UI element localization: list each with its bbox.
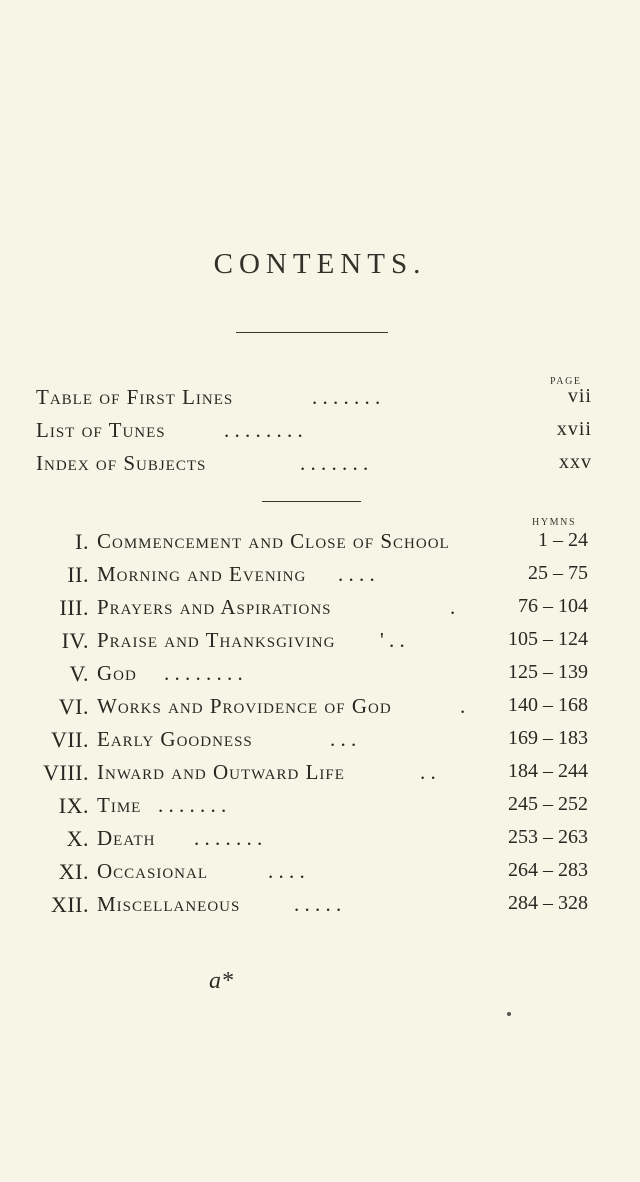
page-column-label: PAGE bbox=[550, 376, 582, 387]
hymn-range: 264 – 283 bbox=[508, 859, 588, 881]
section-label: Commencement and Close of School bbox=[97, 529, 450, 553]
signature-mark: a* bbox=[209, 968, 233, 994]
section-number: IV. bbox=[61, 628, 89, 653]
hymn-range: 169 – 183 bbox=[508, 727, 588, 749]
front-matter-row[interactable] bbox=[36, 451, 592, 481]
title-rule bbox=[236, 332, 388, 333]
section-label: Works and Providence of God bbox=[97, 694, 392, 718]
page-title: CONTENTS. bbox=[213, 248, 427, 280]
section-label: Early Goodness bbox=[97, 727, 253, 751]
dot-leader: . bbox=[460, 694, 466, 718]
section-row[interactable] bbox=[0, 892, 640, 924]
hymn-range: 140 – 168 bbox=[508, 694, 588, 716]
section-number: V. bbox=[69, 661, 89, 686]
section-row[interactable] bbox=[0, 727, 640, 759]
page-number: vii bbox=[567, 385, 592, 407]
hymn-range: 184 – 244 bbox=[508, 760, 588, 782]
dot-leader: . . . . . . . bbox=[312, 385, 381, 409]
section-number: VI. bbox=[58, 694, 89, 719]
hymn-range: 105 – 124 bbox=[508, 628, 588, 650]
dot-leader: . . . . . . . bbox=[194, 826, 263, 850]
hymn-range: 125 – 139 bbox=[508, 661, 588, 683]
section-number: III. bbox=[59, 595, 89, 620]
front-matter-row[interactable] bbox=[36, 418, 592, 448]
section-label: Occasional bbox=[97, 859, 209, 883]
section-row[interactable] bbox=[0, 793, 640, 825]
hymns-column-label: HYMNS bbox=[532, 517, 577, 528]
dot-leader: . . . . bbox=[338, 562, 375, 586]
dot-leader: . . . . . bbox=[294, 892, 342, 916]
dot-leader: . . . . . . . bbox=[158, 793, 227, 817]
hymn-range: 1 – 24 bbox=[538, 529, 588, 551]
hymn-range: 284 – 328 bbox=[508, 892, 588, 914]
dot-leader: . . . . . . . bbox=[300, 451, 369, 475]
hymn-range: 76 – 104 bbox=[518, 595, 588, 617]
section-row[interactable] bbox=[0, 859, 640, 891]
paper-speck bbox=[507, 1012, 511, 1016]
section-row[interactable] bbox=[0, 628, 640, 660]
section-number: II. bbox=[67, 562, 89, 587]
dot-leader: . bbox=[450, 595, 456, 619]
hymn-range: 253 – 263 bbox=[508, 826, 588, 848]
dot-leader: ' . . bbox=[380, 628, 405, 652]
section-label: Praise and Thanksgiving bbox=[97, 628, 336, 652]
section-rule bbox=[262, 501, 361, 502]
front-matter-label: Index of Subjects bbox=[36, 451, 207, 475]
section-row[interactable] bbox=[0, 562, 640, 594]
section-label: Miscellaneous bbox=[97, 892, 241, 916]
dot-leader: . . . . bbox=[268, 859, 305, 883]
page-number: xvii bbox=[556, 418, 592, 440]
section-number: X. bbox=[66, 826, 89, 851]
section-row[interactable] bbox=[0, 694, 640, 726]
section-row[interactable] bbox=[0, 760, 640, 792]
section-label: Time bbox=[97, 793, 142, 817]
dot-leader: . . . . . . . . bbox=[164, 661, 243, 685]
section-row[interactable] bbox=[0, 826, 640, 858]
hymn-range: 245 – 252 bbox=[508, 793, 588, 815]
section-number: I. bbox=[75, 529, 89, 554]
dot-leader: . . . . . . . . bbox=[224, 418, 303, 442]
front-matter-label: Table of First Lines bbox=[36, 385, 234, 409]
section-number: XII. bbox=[50, 892, 89, 917]
section-label: Death bbox=[97, 826, 156, 850]
section-label: Morning and Evening bbox=[97, 562, 307, 586]
section-number: VIII. bbox=[43, 760, 89, 785]
section-number: IX. bbox=[58, 793, 89, 818]
section-row[interactable] bbox=[0, 595, 640, 627]
section-label: Inward and Outward Life bbox=[97, 760, 345, 784]
section-number: XI. bbox=[58, 859, 89, 884]
page-number: xxv bbox=[559, 451, 592, 473]
section-label: God bbox=[97, 661, 137, 685]
front-matter-row[interactable] bbox=[36, 385, 592, 415]
dot-leader: . . bbox=[420, 760, 436, 784]
dot-leader: . . . bbox=[330, 727, 357, 751]
section-row[interactable] bbox=[0, 661, 640, 693]
front-matter-label: List of Tunes bbox=[36, 418, 166, 442]
hymn-range: 25 – 75 bbox=[528, 562, 588, 584]
section-number: VII. bbox=[50, 727, 89, 752]
section-row[interactable] bbox=[0, 529, 640, 561]
section-label: Prayers and Aspirations bbox=[97, 595, 332, 619]
